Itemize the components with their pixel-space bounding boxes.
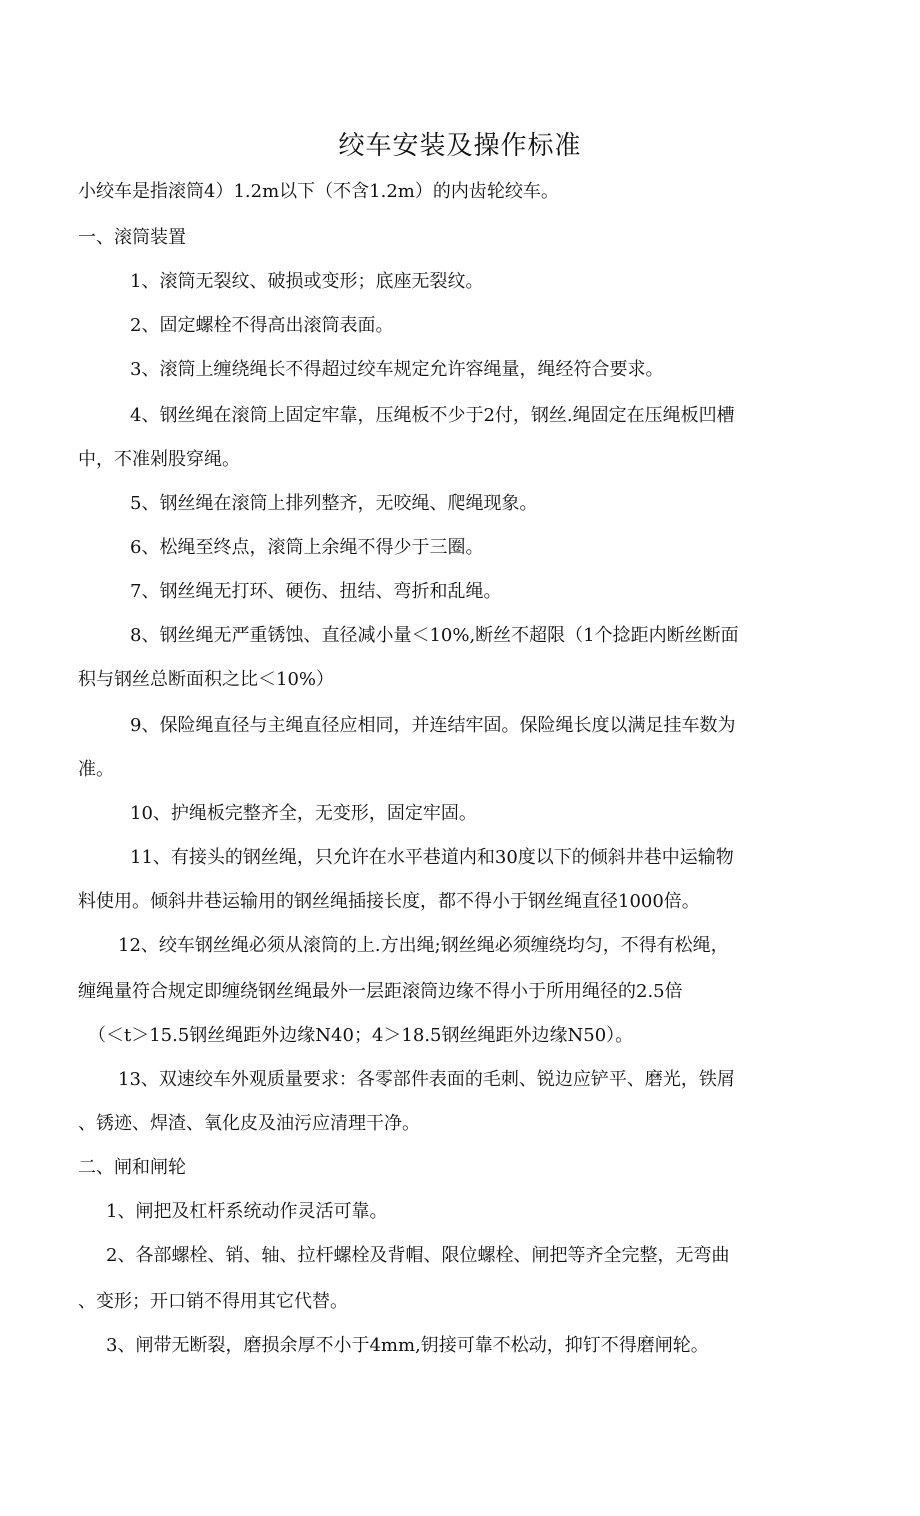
- drum-item-12-line-2: 缠绳量符合规定即缠绕钢丝绳最外一层距滚筒边缘不得小于所用绳径的2.5倍: [78, 981, 683, 1002]
- brake-item-1: 1、闸把及杠杆系统动作灵活可靠。: [106, 1201, 388, 1222]
- drum-item-11-line-1: 11、有接头的钢丝绳，只允许在水平巷道内和30度以下的倾斜井巷中运输物: [130, 847, 734, 868]
- drum-item-8-line-2: 积与钢丝总断面积之比＜10%）: [78, 669, 335, 690]
- drum-item-9-line-1: 9、保险绳直径与主绳直径应相同，并连结牢固。保险绳长度以满足挂车数为: [130, 715, 736, 736]
- drum-item-10: 10、护绳板完整齐全，无变形，固定牢固。: [130, 803, 477, 824]
- drum-item-4-line-2: 中，不准剁股穿绳。: [78, 449, 240, 470]
- document-title: 绞车安装及操作标准: [338, 131, 582, 161]
- drum-item-5: 5、钢丝绳在滚筒上排列整齐，无咬绳、爬绳现象。: [130, 493, 538, 514]
- intro-paragraph: 小绞车是指滚筒4）1.2m以下（不含1.2m）的内齿轮绞车。: [78, 181, 559, 202]
- drum-item-3: 3、滚筒上缠绕绳长不得超过绞车规定允许容绳量，绳经符合要求。: [130, 359, 664, 380]
- drum-item-9-line-2: 准。: [78, 759, 114, 780]
- drum-item-8-line-1: 8、钢丝绳无严重锈蚀、直径减小量＜10%,断丝不超限（1个捻距内断丝断面: [130, 625, 739, 646]
- drum-item-13-line-1: 13、双速绞车外观质量要求：各零部件表面的毛刺、锐边应铲平、磨光，铁屑: [118, 1069, 735, 1090]
- section-heading-drum: 一、滚筒装置: [78, 227, 186, 248]
- drum-item-7: 7、钢丝绳无打环、硬伤、扭结、弯折和乱绳。: [130, 581, 502, 602]
- section-heading-brake: 二、闸和闸轮: [78, 1157, 186, 1178]
- drum-item-1: 1、滚筒无裂纹、破损或变形；底座无裂纹。: [130, 271, 484, 292]
- drum-item-4-line-1: 4、钢丝绳在滚筒上固定牢靠，压绳板不少于2付，钢丝.绳固定在压绳板凹槽: [130, 405, 735, 426]
- drum-item-12-line-3: （＜t＞15.5钢丝绳距外边缘N40；4＞18.5钢丝绳距外边缘N50）。: [88, 1025, 634, 1046]
- brake-item-3: 3、闸带无断裂，磨损余厚不小于4mm,钥接可靠不松动，抑钉不得磨闸轮。: [106, 1335, 709, 1356]
- brake-item-2-line-2: 、变形；开口销不得用其它代替。: [78, 1291, 348, 1312]
- drum-item-13-line-2: 、锈迹、焊渣、氧化皮及油污应清理干净。: [78, 1113, 420, 1134]
- drum-item-11-line-2: 料使用。倾斜井巷运输用的钢丝绳插接长度，都不得小于钢丝绳直径1000倍。: [78, 891, 700, 912]
- drum-item-6: 6、松绳至终点，滚筒上余绳不得少于三圈。: [130, 537, 484, 558]
- drum-item-12-line-1: 12、绞车钢丝绳必须从滚筒的上.方出绳;钢丝绳必须缠绕均匀，不得有松绳，: [118, 935, 729, 956]
- brake-item-2-line-1: 2、各部螺栓、销、轴、拉杆螺栓及背帽、限位螺栓、闸把等齐全完整，无弯曲: [106, 1245, 730, 1266]
- drum-item-2: 2、固定螺栓不得高出滚筒表面。: [130, 315, 394, 336]
